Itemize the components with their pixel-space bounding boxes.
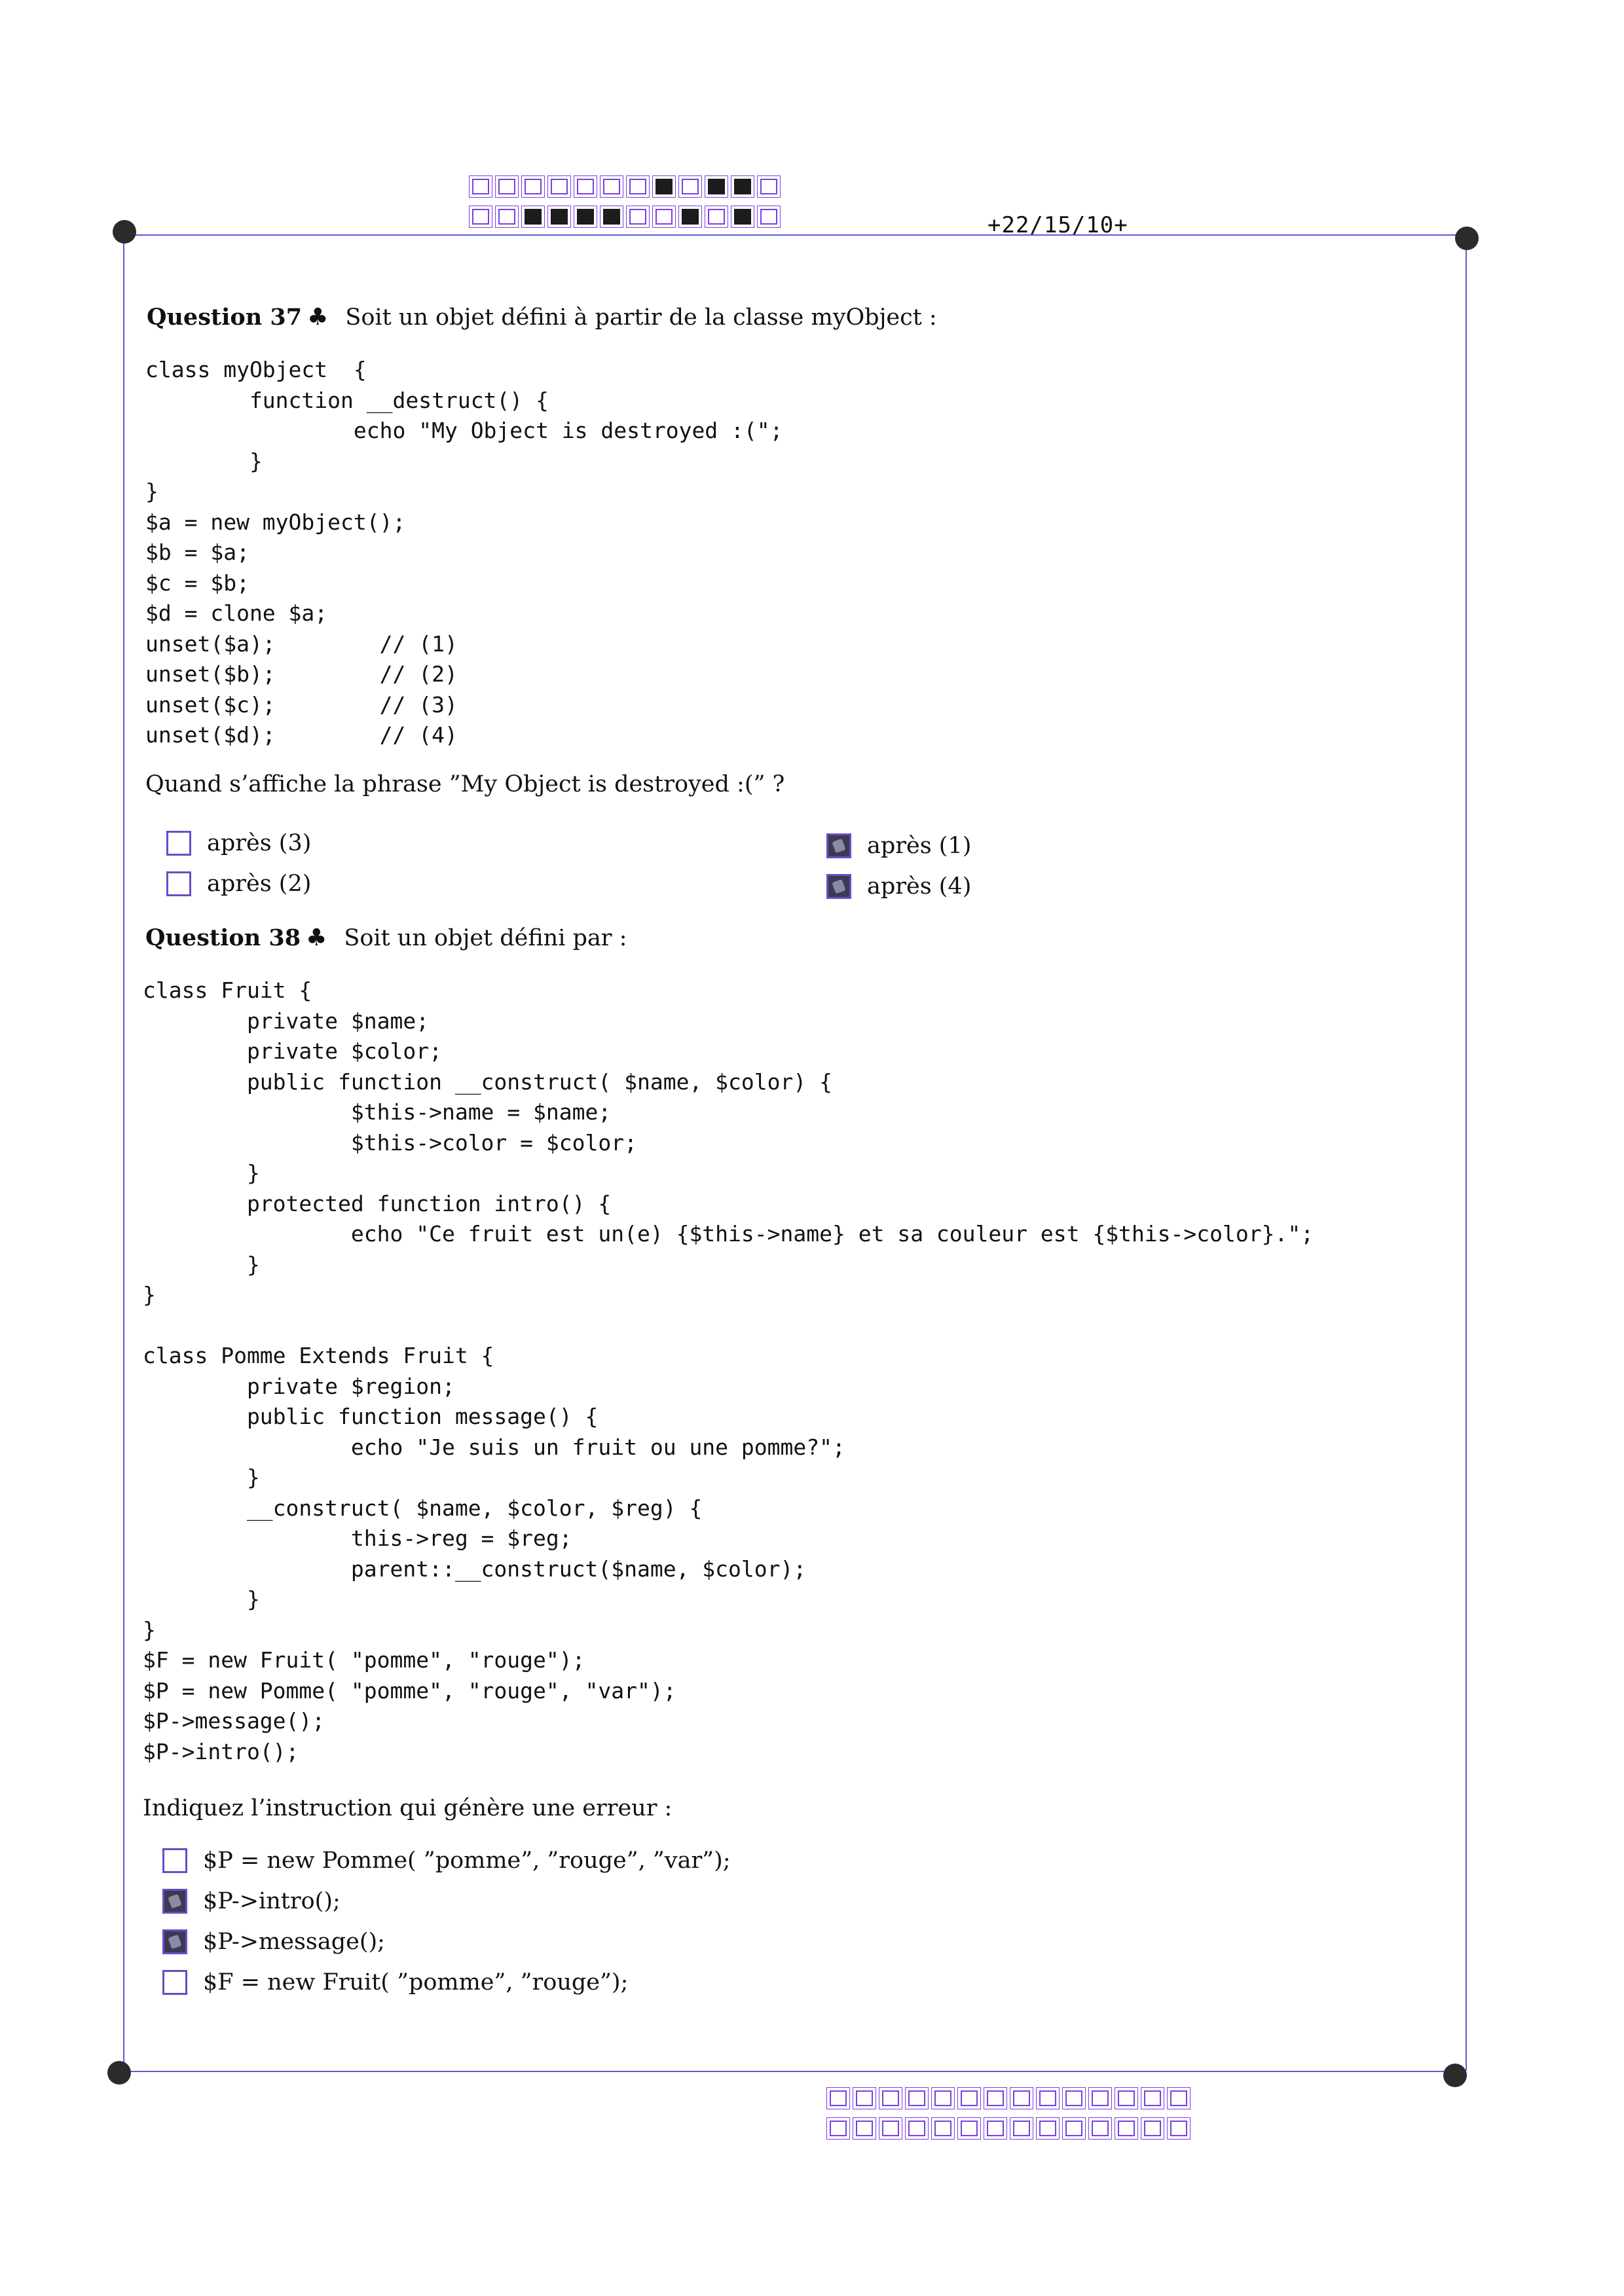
question-37-answer-4[interactable]	[826, 873, 971, 900]
barcode-cell	[1062, 2117, 1086, 2140]
frame-right-line	[1466, 234, 1467, 2071]
corner-marker-bottom-left	[107, 2061, 131, 2085]
question-38-heading	[145, 924, 627, 951]
question-38-answer-3[interactable]	[162, 1929, 385, 1955]
corner-marker-bottom-right	[1443, 2064, 1467, 2087]
barcode-cell	[826, 2117, 850, 2140]
barcode-cell	[1010, 2117, 1033, 2140]
checkbox[interactable]	[166, 831, 191, 856]
question-37-heading	[147, 304, 937, 331]
top-barcode-row-2	[469, 206, 783, 229]
club-icon: ♣	[306, 924, 327, 951]
answer-label: $P = new Pomme( ”pomme”, ”rouge”, ”var”);	[203, 1848, 731, 1874]
barcode-cell	[521, 175, 545, 198]
barcode-cell	[905, 2087, 929, 2109]
barcode-cell	[879, 2087, 902, 2109]
barcode-cell	[652, 206, 676, 228]
question-38-text: Soit un objet défini par :	[344, 925, 627, 951]
club-icon: ♣	[307, 304, 329, 331]
question-37-label: Question 37	[147, 304, 303, 331]
answer-label: après (2)	[207, 871, 312, 897]
question-37-answer-3[interactable]	[826, 833, 971, 859]
barcode-cell	[1167, 2087, 1190, 2109]
barcode-cell	[705, 175, 728, 198]
barcode-cell	[469, 175, 492, 198]
barcode-cell	[931, 2087, 955, 2109]
barcode-cell	[1036, 2087, 1060, 2109]
answer-label: $P->intro();	[203, 1888, 341, 1914]
answer-label: $P->message();	[203, 1929, 385, 1955]
top-barcode-row-1	[469, 175, 783, 199]
question-38-code: class Fruit { private $name; private $color; public function __construct( $name, $color) { $this->name = $name; $this->color = $color; } protected function intro() { echo "Ce fruit est un(e) {$this->name} et sa couleur est {$this->color}."; } } class Pomme Extends Fruit { private $region; public function message() { echo "Je suis un fruit ou une pomme?"; } __construct( $name, $color, $reg) { this->reg = $reg; parent::__construct($name, $color); } } $F = new Fruit( "pomme", "rouge"); $P = new Pomme( "pomme", "rouge", "var"); $P->message(); $P->intro();	[143, 977, 1314, 1764]
question-37-answer-2[interactable]	[166, 871, 311, 897]
barcode-cell	[1036, 2117, 1060, 2140]
barcode-cell	[678, 175, 702, 198]
barcode-cell	[1115, 2117, 1138, 2140]
barcode-cell	[1088, 2087, 1112, 2109]
barcode-cell	[984, 2087, 1007, 2109]
barcode-cell	[1141, 2087, 1164, 2109]
corner-marker-top-left	[113, 220, 136, 244]
barcode-cell	[626, 206, 650, 228]
barcode-cell	[574, 175, 597, 198]
barcode-cell	[626, 175, 650, 198]
question-38-answer-4[interactable]	[162, 1969, 628, 1995]
answer-label: après (3)	[207, 830, 312, 856]
barcode-cell	[469, 206, 492, 228]
answer-label: $F = new Fruit( ”pomme”, ”rouge”);	[203, 1969, 629, 1995]
barcode-cell	[731, 206, 754, 228]
barcode-cell	[495, 206, 519, 228]
checkbox-checked[interactable]	[826, 874, 851, 899]
question-38-label: Question 38	[145, 924, 301, 951]
barcode-cell	[705, 206, 728, 228]
bottom-barcode-row-1	[826, 2087, 1193, 2111]
answer-label: après (4)	[867, 873, 972, 900]
checkbox[interactable]	[162, 1848, 187, 1873]
barcode-cell	[1088, 2117, 1112, 2140]
barcode-cell	[678, 206, 702, 228]
barcode-cell	[957, 2087, 981, 2109]
barcode-cell	[757, 175, 781, 198]
barcode-cell	[957, 2117, 981, 2140]
barcode-cell	[1167, 2117, 1190, 2140]
barcode-cell	[853, 2117, 876, 2140]
barcode-cell	[652, 175, 676, 198]
question-38-answer-1[interactable]	[162, 1848, 731, 1874]
barcode-cell	[757, 206, 781, 228]
question-38-prompt: Indiquez l’instruction qui génère une erreur :	[143, 1795, 673, 1821]
answer-label: après (1)	[867, 833, 972, 859]
question-37-text: Soit un objet défini à partir de la classe myObject :	[345, 304, 937, 331]
barcode-cell	[1062, 2087, 1086, 2109]
bottom-barcode-row-2	[826, 2117, 1193, 2141]
barcode-cell	[879, 2117, 902, 2140]
frame-top-line	[124, 234, 1468, 236]
checkbox[interactable]	[166, 871, 191, 896]
barcode-cell	[547, 206, 571, 228]
barcode-cell	[600, 175, 623, 198]
barcode-cell	[905, 2117, 929, 2140]
barcode-cell	[600, 206, 623, 228]
checkbox-checked[interactable]	[826, 833, 851, 858]
frame-left-line	[123, 234, 124, 2071]
barcode-cell	[521, 206, 545, 228]
barcode-cell	[547, 175, 571, 198]
barcode-cell	[931, 2117, 955, 2140]
question-37-answer-1[interactable]	[166, 830, 311, 856]
barcode-cell	[853, 2087, 876, 2109]
barcode-cell	[826, 2087, 850, 2109]
barcode-cell	[574, 206, 597, 228]
corner-marker-top-right	[1455, 227, 1479, 250]
barcode-cell	[731, 175, 754, 198]
page-id: +22/15/10+	[987, 212, 1128, 238]
barcode-cell	[984, 2117, 1007, 2140]
barcode-cell	[1115, 2087, 1138, 2109]
barcode-cell	[495, 175, 519, 198]
barcode-cell	[1141, 2117, 1164, 2140]
question-37-code: class myObject { function __destruct() { echo "My Object is destroyed :("; } } $a = new myObject(); $b = $a; $c = $b; $d = clone $a; unset($a); // (1) unset($b); // (2) unset($c); // (3) unset($d); // (4)	[145, 357, 783, 748]
frame-bottom-line	[119, 2071, 1459, 2072]
barcode-cell	[1010, 2087, 1033, 2109]
checkbox[interactable]	[162, 1970, 187, 1995]
checkbox-checked[interactable]	[162, 1929, 187, 1954]
question-38-answer-2[interactable]	[162, 1888, 341, 1914]
question-37-prompt: Quand s’affiche la phrase ”My Object is destroyed :(” ?	[145, 771, 785, 797]
checkbox-checked[interactable]	[162, 1889, 187, 1914]
